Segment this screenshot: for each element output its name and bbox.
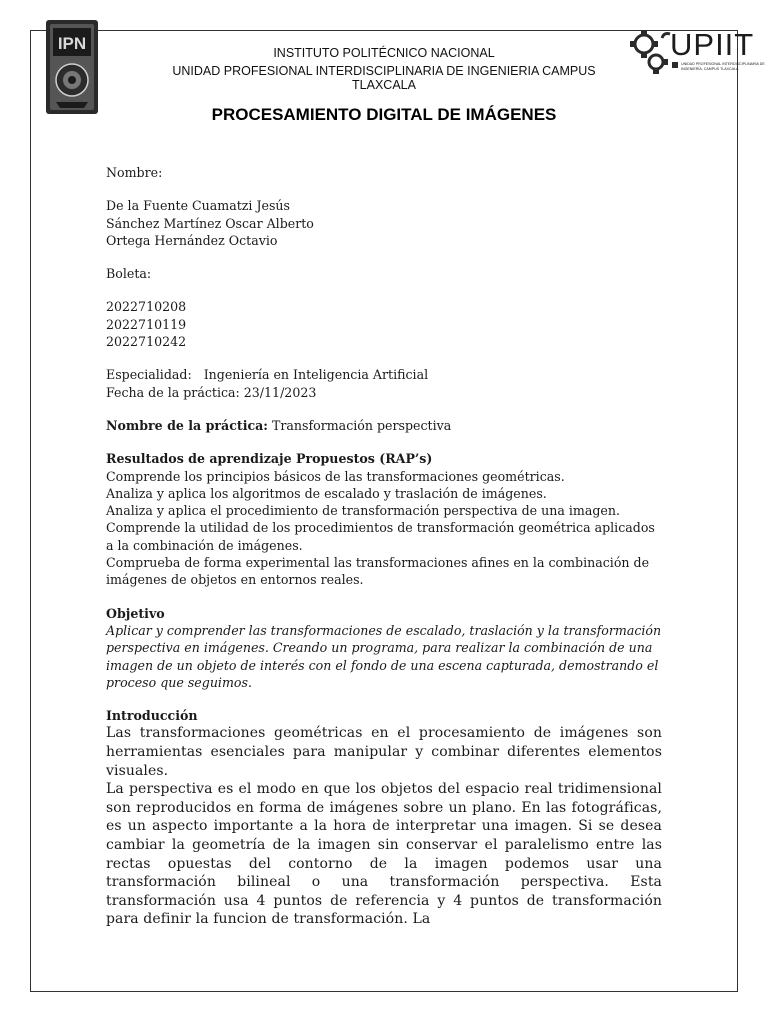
upiit-logo — [626, 22, 765, 86]
boleta-number: 2022710208 — [106, 299, 187, 315]
upiit-caption-2: INGENIERÍA, CAMPUS TLAXCALA — [681, 67, 739, 71]
campus-name: UNIDAD PROFESIONAL INTERDISCIPLINARIA DE INGENIERIA CAMPUS TLAXCALA — [172, 64, 596, 92]
objetivo-text: Aplicar y comprender las transformaciones de escalado, traslación y la transformación perspectiva en imágenes. Creando un programa, para realizar la combinación de una imagen de un objeto de interés con el fondo de una escena capturada, demostrando el proceso que seguimos. — [106, 622, 662, 690]
student-name: Sánchez Martínez Oscar Alberto — [106, 215, 314, 231]
boleta-label: Boleta: — [106, 266, 152, 282]
objetivo-heading: Objetivo — [106, 605, 165, 621]
practica-value: Transformación perspectiva — [267, 417, 452, 433]
rap-heading: Resultados de aprendizaje Propuestos (RAP’s) — [106, 451, 433, 467]
rap-item: Comprende la utilidad de los procedimientos de transformación geométrica aplicados a la combinación de imágenes. — [106, 520, 655, 553]
practica-name — [106, 417, 662, 434]
institution-name: INSTITUTO POLITÉCNICO NACIONAL — [273, 46, 495, 60]
intro-paragraph: Las transformaciones geométricas en el procesamiento de imágenes son herramientas esenciales para manipular y combinar diferentes elementos visuales. — [106, 725, 662, 779]
rap-item: Comprueba de forma experimental las transformaciones afines en la combinación de imágenes de objetos en entornos reales. — [106, 555, 650, 588]
intro-paragraph: La perspectiva es el modo en que los objetos del espacio real tridimensional son reproducidos en forma de imágenes sobre un plano. En las fotográficas, es un aspecto importante a la hora de interpretar una imagen. Si se desea cambiar la geometría de la imagen sin conservar el paralelismo entre las rectas opuestas del contorno de la imagen podemos usar una transformación bilineal o una transformación perspectiva. Esta transformación usa 4 puntos de referencia y 4 puntos de transformación para definir la funcion de transformación. La — [106, 781, 662, 928]
student-name: De la Fuente Cuamatzi Jesús — [106, 198, 290, 214]
upiit-logo-text: UPIIT — [670, 27, 755, 62]
fecha-practica: Fecha de la práctica: 23/11/2023 — [106, 384, 317, 400]
especialidad: Especialidad: Ingeniería en Inteligencia Artificial — [106, 367, 429, 383]
rap-item: Comprende los principios básicos de las transformaciones geométricas. — [106, 468, 565, 484]
intro-heading: Introducción — [106, 708, 198, 724]
document-title: PROCESAMIENTO DIGITAL DE IMÁGENES — [211, 105, 557, 124]
student-name: Ortega Hernández Octavio — [106, 232, 278, 248]
document-body — [106, 164, 662, 929]
ipn-logo-text: IPN — [57, 34, 87, 53]
boleta-number: 2022710242 — [106, 334, 187, 350]
practica-label: Nombre de la práctica: — [106, 417, 268, 433]
boleta-number: 2022710119 — [106, 316, 187, 332]
rap-item: Analiza y aplica los algoritmos de escalado y traslación de imágenes. — [106, 485, 547, 501]
upiit-caption-1: UNIDAD PROFESIONAL INTERDISCIPLINARIA DE — [681, 62, 765, 66]
ipn-logo — [44, 18, 100, 116]
rap-item: Analiza y aplica el procedimiento de transformación perspectiva de una imagen. — [106, 503, 620, 519]
nombre-label: Nombre: — [106, 165, 163, 180]
